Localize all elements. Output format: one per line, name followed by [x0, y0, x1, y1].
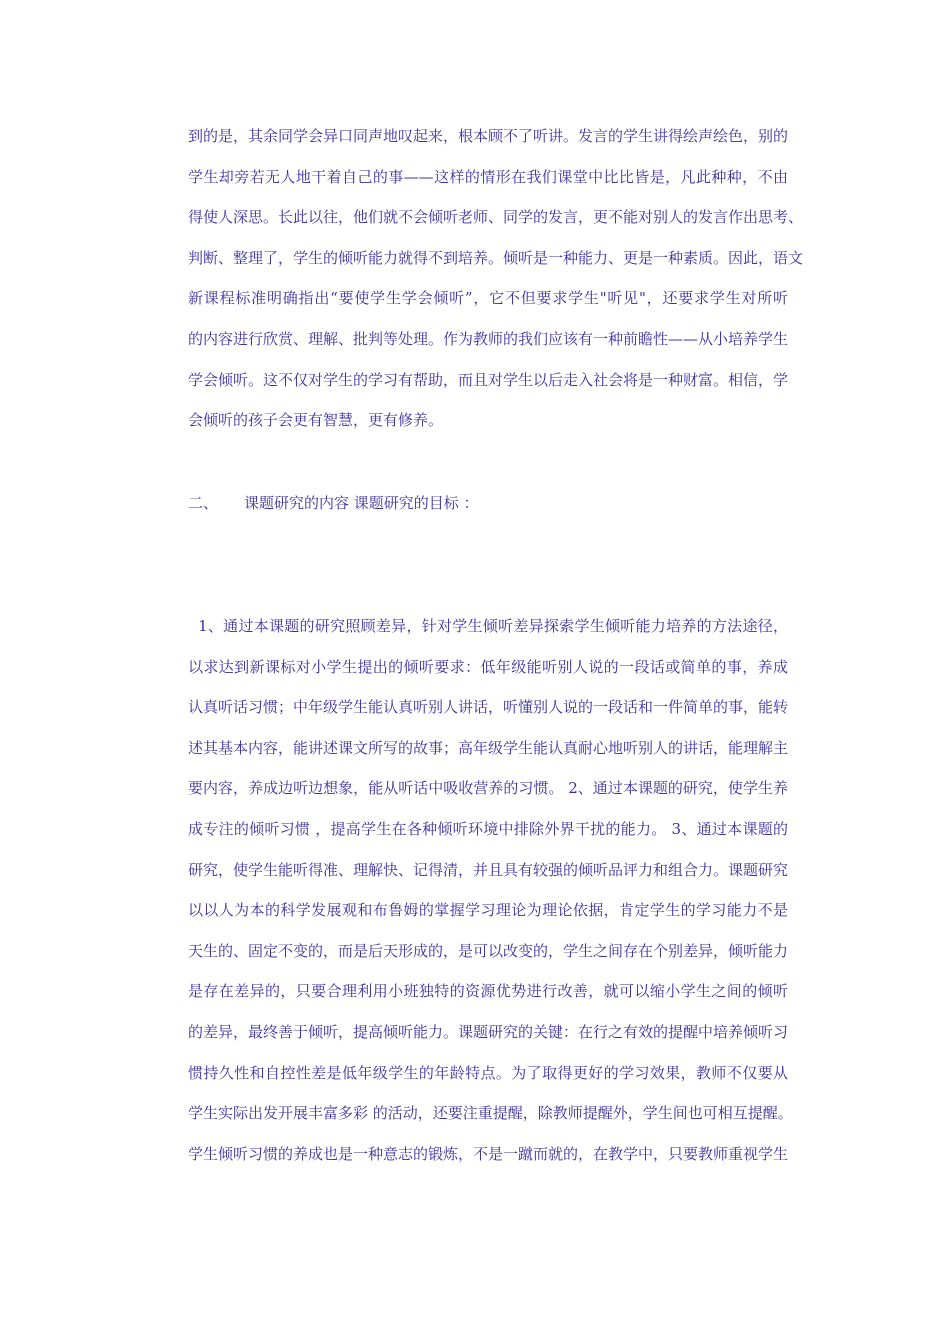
paragraph-1: [188, 116, 804, 441]
text-line: 成专注的倾听习惯 ，提高学生在各种倾听环境中排除外界干扰的能力。 3、通过本课题的: [188, 819, 788, 838]
text-line: 的内容进行欣赏、理解、批判等处理。作为教师的我们应该有一种前瞻性——从小培养学生: [188, 329, 789, 348]
paragraph-2: [188, 606, 793, 1174]
text-line: 认真听话习惯；中年级学生能认真听别人讲话，听懂别人说的一段话和一件简单的事，能转: [188, 698, 789, 717]
text-line: 会倾听的孩子会更有智慧，更有修养。: [188, 411, 444, 430]
text-line: 天生的、固定不变的，而是后天形成的，是可以改变的，学生之间存在个别差异，倾听能力: [188, 941, 789, 960]
text-line: 学生倾听习惯的养成也是一种意志的锻炼，不是一蹴而就的，在教学中，只要教师重视学生: [188, 1144, 789, 1163]
text-line: 学生却旁若无人地干着自己的事——这样的情形在我们课堂中比比皆是，凡此种种，不由: [188, 167, 788, 186]
text-line: 以以人为本的科学发展观和布鲁姆的掌握学习理论为理论依据，肯定学生的学习能力不是: [188, 901, 788, 920]
text-line: 判断、整理了，学生的倾听能力就得不到培养。倾听是一种能力、更是一种素质。因此，语文: [188, 248, 804, 267]
text-line: 1、通过本课题的研究照顾差异，针对学生倾听差异探索学生倾听能力培养的方法途径，: [188, 617, 788, 635]
text-line: 以求达到新课标对小学生提出的倾听要求：低年级能听别人说的一段话或简单的事，养成: [188, 657, 788, 676]
text-line: 要内容，养成边听边想象，能从听话中吸收营养的习惯。 2、通过本课题的研究，使学生养: [188, 779, 788, 798]
text-line: 惯持久性和自控性差是低年级学生的年龄特点。为了取得更好的学习效果，教师不仅要从: [188, 1063, 788, 1082]
text-line: 得使人深思。长此以往，他们就不会倾听老师、同学的发言，更不能对别人的发言作出思考、: [188, 208, 804, 227]
text-line: 研究，使学生能听得准、理解快、记得清，并且具有较强的倾听品评力和组合力。课题研究: [188, 860, 789, 879]
text-line: 到的是，其余同学会异口同声地叹起来，根本顾不了听讲。发言的学生讲得绘声绘色，别的: [188, 127, 789, 145]
section-number: 二、: [188, 494, 219, 512]
text-line: 新课程标准明确指出“要使学生学会倾听”，它不但要求学生"听见"，还要求学生对所听: [188, 289, 788, 308]
text-line: 述其基本内容，能讲述课文所写的故事；高年级学生能认真耐心地听别人的讲话，能理解主: [188, 738, 789, 757]
text-line: 的差异，最终善于倾听，提高倾听能力。课题研究的关键：在行之有效的提醒中培养倾听习: [188, 1022, 789, 1041]
text-line: 学会倾听。这不仅对学生的学习有帮助，而且对学生以后走入社会将是一种财富。相信，学: [188, 370, 789, 389]
text-line: 学生实际出发开展丰富多彩 的活动，还要注重提醒，除教师提醒外，学生间也可相互提醒。: [188, 1104, 793, 1123]
section-heading: [188, 488, 479, 518]
text-line: 是存在差异的，只要合理利用小班独特的资源优势进行改善，就可以缩小学生之间的倾听: [188, 982, 788, 1001]
section-title: 课题研究的内容 课题研究的目标 ：: [244, 494, 479, 512]
